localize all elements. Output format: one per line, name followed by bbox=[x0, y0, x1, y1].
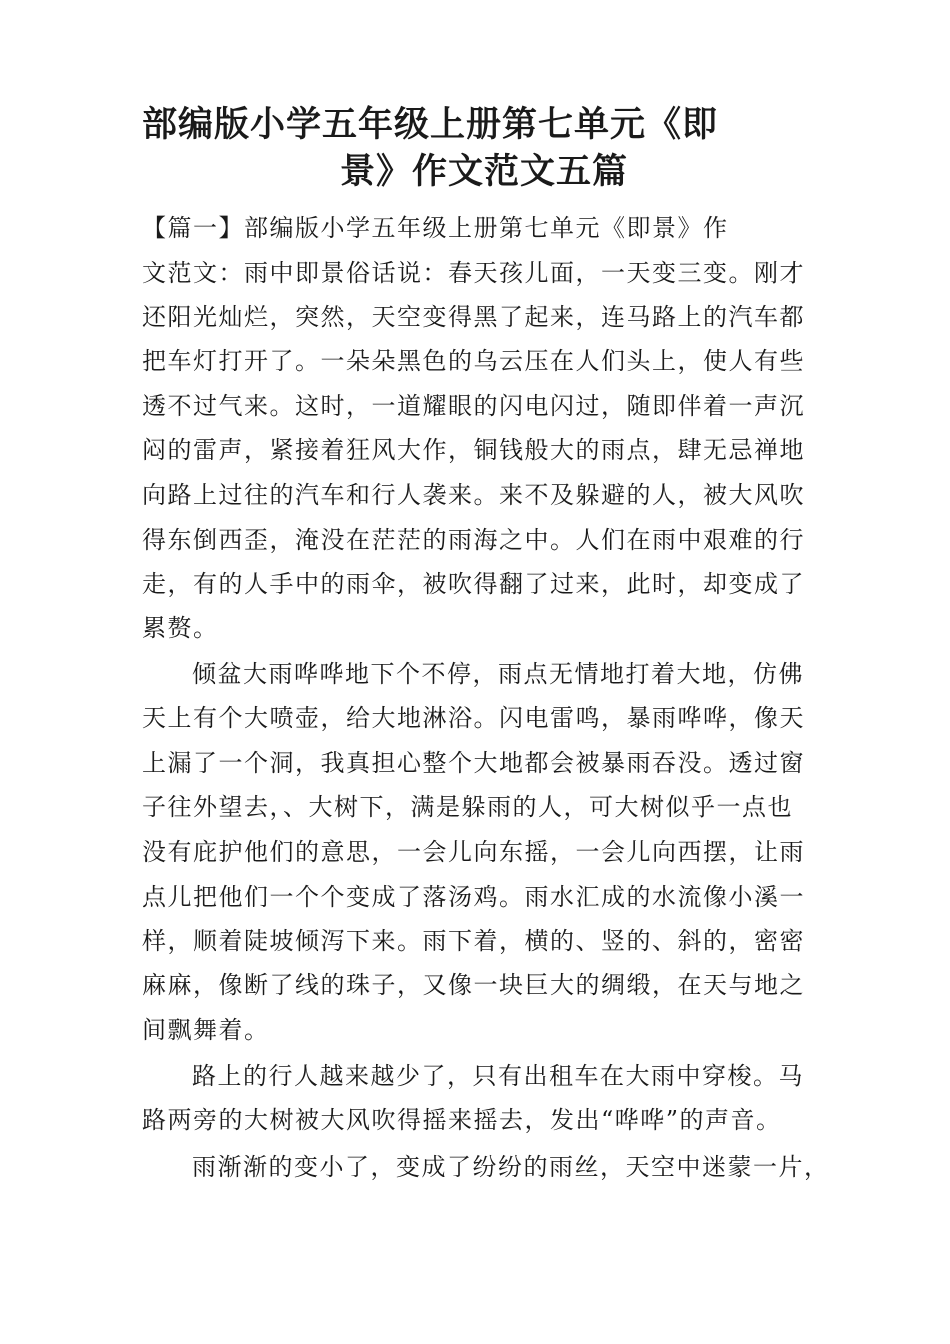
body-line: 把车灯打开了。一朵朵黑色的乌云压在人们头上，使人有些 bbox=[142, 347, 805, 375]
paragraph-first-line: 路上的行人越来越少了，只有出租车在大雨中穿梭。马 bbox=[192, 1062, 804, 1090]
body-line: 文范文：雨中即景俗话说：春天孩儿面，一天变三变。刚才 bbox=[142, 259, 805, 287]
body-line: 【篇一】部编版小学五年级上册第七单元《即景》作 bbox=[142, 214, 729, 242]
body-line: 间飘舞着。 bbox=[142, 1016, 270, 1044]
body-line: 向路上过往的汽车和行人袭来。来不及躲避的人，被大风吹 bbox=[142, 481, 805, 509]
body-line: 没有庇护他们的意思，一会儿向东摇，一会儿向西摆，让雨 bbox=[142, 838, 805, 866]
body-line: 路两旁的大树被大风吹得摇来摇去，发出“哗哗”的声音。 bbox=[142, 1106, 782, 1134]
body-line: 走，有的人手中的雨伞，被吹得翻了过来，此时，却变成了 bbox=[142, 570, 805, 598]
document-title-line-1: 部编版小学五年级上册第七单元《即 bbox=[142, 105, 719, 145]
body-line: 子往外望去，、大树下，满是躲雨的人，可大树似乎一点也 bbox=[142, 793, 793, 821]
body-line: 上漏了一个洞，我真担心整个大地都会被暴雨吞没。透过窗 bbox=[142, 749, 805, 777]
body-line: 样，顺着陡坡倾泻下来。雨下着，横的、竖的、斜的，密密 bbox=[142, 927, 805, 955]
body-line: 得东倒西歪，淹没在茫茫的雨海之中。人们在雨中艰难的行 bbox=[142, 526, 805, 554]
body-line: 麻麻，像断了线的珠子，又像一块巨大的绸缎，在天与地之 bbox=[142, 971, 805, 999]
body-line: 累赘。 bbox=[142, 614, 219, 642]
document-title-line-2: 景》作文范文五篇 bbox=[340, 152, 629, 192]
paragraph-first-line: 倾盆大雨哗哗地下个不停，雨点无情地打着大地，仿佛 bbox=[192, 660, 804, 688]
body-line: 天上有个大喷壶，给大地淋浴。闪电雷鸣，暴雨哗哗，像天 bbox=[142, 704, 805, 732]
body-line: 闷的雷声，紧接着狂风大作，铜钱般大的雨点，肆无忌禅地 bbox=[142, 436, 805, 464]
body-line: 透不过气来。这时，一道耀眼的闪电闪过，随即伴着一声沉 bbox=[142, 392, 805, 420]
body-line: 点儿把他们一个个变成了落汤鸡。雨水汇成的水流像小溪一 bbox=[142, 883, 805, 911]
body-line: 还阳光灿烂，突然，天空变得黑了起来，连马路上的汽车都 bbox=[142, 303, 805, 331]
paragraph-first-line: 雨渐渐的变小了，变成了纷纷的雨丝，天空中迷蒙一片， bbox=[192, 1153, 830, 1181]
